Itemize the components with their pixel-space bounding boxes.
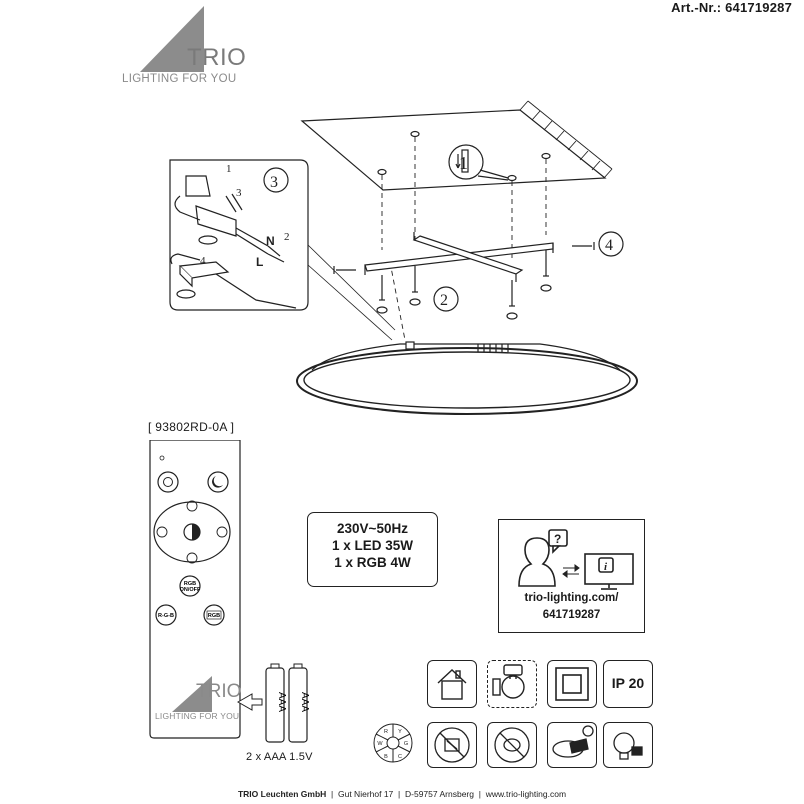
protection-class-icon (547, 660, 597, 708)
ip-rating-icon (603, 660, 653, 708)
footer-website[interactable]: www.trio-lighting.com (485, 789, 567, 799)
wheel-c: C (398, 754, 402, 760)
spec-led: 1 x LED 35W (331, 538, 414, 553)
rgb-color-wheel-icon (372, 722, 414, 764)
power-button[interactable] (158, 472, 178, 492)
remote-logo-tagline: LIGHTING FOR YOU (155, 711, 240, 721)
logo-tagline: LIGHTING FOR YOU (122, 73, 237, 85)
wheel-w: W (377, 741, 383, 747)
rgb-mode-label: RGB (207, 613, 221, 619)
wire-step-4: 4 (200, 255, 206, 267)
wire-step-3: 3 (236, 187, 242, 199)
rgb-onoff-label: RGB (183, 581, 197, 587)
wheel-y: Y (398, 729, 402, 735)
wheel-g: G (403, 741, 409, 747)
wire-step-2: 2 (284, 231, 290, 243)
logo-wordmark: TRIO (187, 44, 247, 71)
spec-rgb: 1 x RGB 4W (334, 555, 411, 570)
live-label: L (256, 255, 264, 269)
battery-1-label: AAA (276, 692, 287, 713)
footer-sep-3: | (478, 789, 481, 799)
info-url[interactable]: trio-lighting.com/ (524, 592, 619, 604)
footer-city: D-59757 Arnsberg (405, 789, 474, 799)
footer-company: TRIO Leuchten GmbH (237, 789, 327, 799)
bulb-included-icon (487, 660, 537, 708)
rgb-cycle-label: R-G-B (158, 613, 174, 619)
footer-sep-2: | (398, 789, 401, 799)
info-pictogram (509, 528, 639, 590)
remote-model-code: [ 93802RD-0A ] (148, 420, 235, 434)
footer-address: Gut Nierhof 17 (338, 789, 394, 799)
led-module-icon (547, 722, 597, 768)
battery-caption: 2 x AAA 1.5V (246, 751, 313, 763)
smart-bulb-icon (603, 722, 653, 768)
ip-rating-label: IP 20 (611, 675, 645, 691)
info-article-code: 641719287 (542, 609, 601, 621)
spec-box (307, 512, 438, 587)
footer-sep-1: | (331, 789, 334, 799)
neutral-label: N (266, 234, 275, 248)
wire-step-1: 1 (226, 163, 232, 175)
wheel-r: R (384, 729, 388, 735)
led-not-replaceable-icon (487, 722, 537, 768)
callout-4: 4 (605, 237, 613, 254)
battery-2-label: AAA (299, 692, 310, 713)
svg-text:i: i (604, 561, 608, 573)
callout-2: 2 (440, 292, 448, 309)
article-number: Art.-Nr.: 641719287 (671, 0, 792, 15)
wheel-b: B (384, 754, 388, 760)
battery-diagram (232, 662, 322, 746)
rgb-onoff-sublabel: ON/OFF (179, 587, 201, 593)
remote-logo-wordmark: TRIO (196, 681, 242, 702)
night-mode-button[interactable] (208, 472, 228, 492)
callout-1: 1 (459, 153, 468, 173)
spec-voltage: 230V~50Hz (337, 521, 408, 536)
callout-3: 3 (270, 174, 278, 191)
footer (0, 789, 804, 799)
info-box (498, 519, 645, 633)
indoor-use-icon (427, 660, 477, 708)
svg-text:?: ? (554, 532, 562, 546)
no-covering-icon (427, 722, 477, 768)
